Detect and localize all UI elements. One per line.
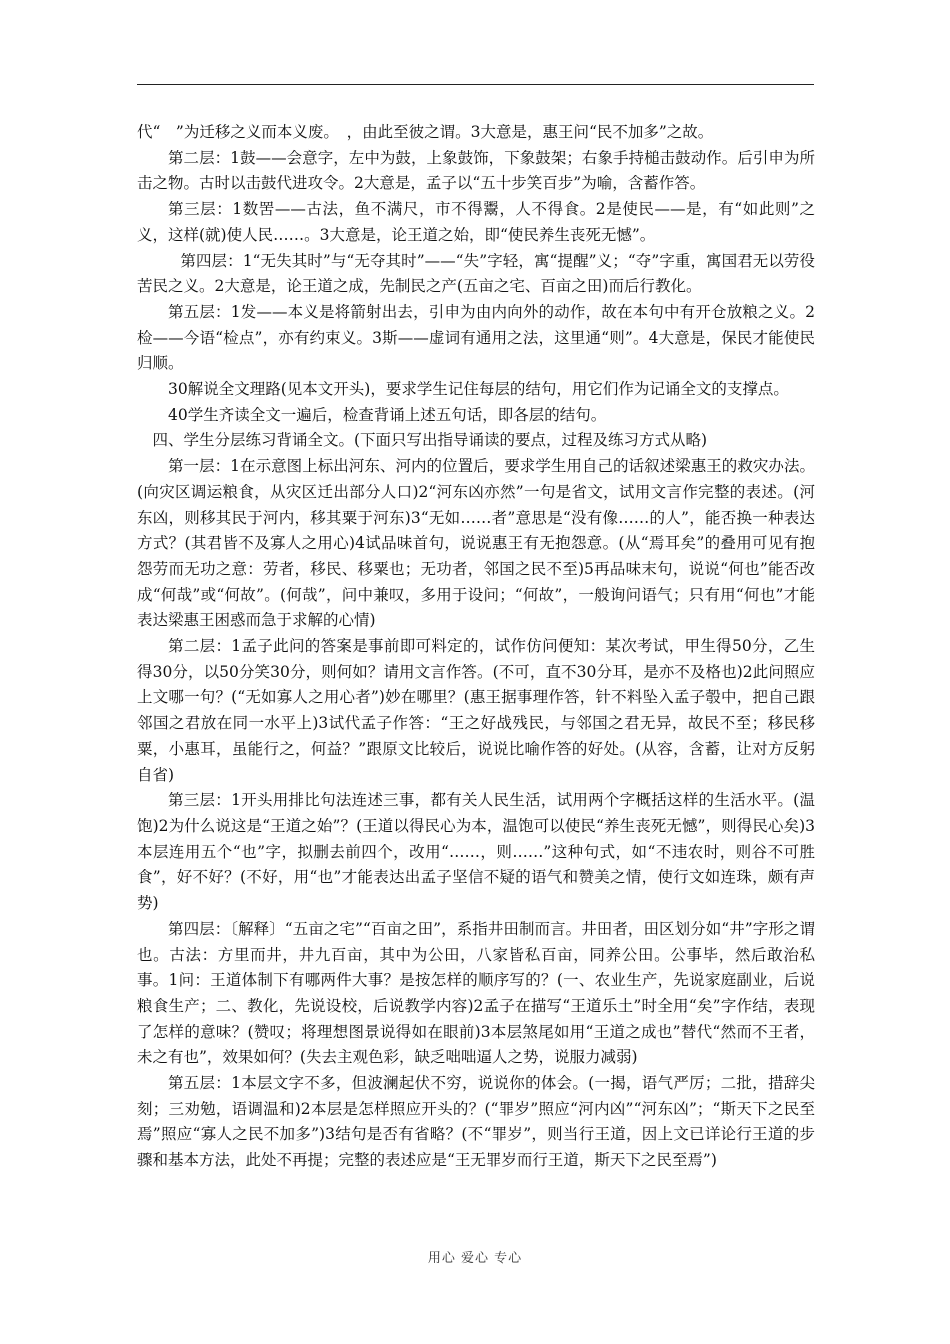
paragraph-continuation: 代“ ”为迁移之义而本义废。 ，由此至彼之谓。3大意是，惠王问“民不加多”之故。: [137, 123, 714, 141]
paragraph-step-3: 30解说全文理路(见本文开头)，要求学生记住每层的结句，用它们作为记诵全文的支撑点。: [168, 380, 789, 399]
page-footer: 用心 爱心 专心: [427, 1251, 523, 1266]
paragraph-layer-5-notes: 第五层：1发——本义是将箭射出去，引申为由内向外的动作，故在本句中有开仓放粮之义。2检——今语“检点”，亦有约束义。3斯——虚词有通用之法，这里通“则”。4大意是，保民才能使民归顺。: [137, 302, 815, 373]
paragraph-practice-layer-3: 第三层：1开头用排比句法连述三事，都有关人民生活，试用两个字概括这样的生活水平。(温饱)2为什么说这是“王道之始”？(王道以得民心为本，温饱可以使民“养生丧死无憾”，则得民心矣)3本层连用五个“也”字，拟删去前四个，改用“……，则……”这种句式，如“不违农时，则谷不可胜食”，好不好？(不好，用“也”才能表达出孟子坚信不疑的语气和赞美之情，使行文如连珠，颇有声势): [137, 791, 815, 913]
section-heading-4: 四、学生分层练习背诵全文。(下面只写出指导诵读的要点，过程及练习方式从略): [152, 431, 708, 450]
paragraph-layer-2-notes: 第二层：1鼓——会意字，左中为鼓，上象鼓饰，下象鼓架；右象手持槌击鼓动作。后引申为所击之物。古时以击鼓代进攻令。2大意是，孟子以“五十步笑百步”为喻，含蓄作答。: [137, 148, 815, 193]
paragraph-layer-3-notes: 第三层：1数罟——古法，鱼不满尺，市不得鬻，人不得食。2是使民——是，有“如此则”之义，这样(就)使人民……。3大意是，论王道之始，即“使民养生丧死无憾”。: [137, 200, 815, 244]
paragraph-practice-layer-1: 第一层：1在示意图上标出河东、河内的位置后，要求学生用自己的话叙述梁惠王的救灾办法。(向灾区调运粮食，从灾区迁出部分人口)2“河东凶亦然”一句是省文，试用文言作完整的表述。(河东凶，则移其民于河内，移其粟于河东)3“无如……者”意思是“没有像……的人”，能否换一种表达方式？(其君皆不及寡人之用心)4试品味首句，说说惠王有无抱怨意。(从“焉耳矣”的叠用可见有抱怨劳而无功之意：劳者，移民、移粟也；无功者，邻国之民不至)5再品味末句，说说“何也”能否改成“何哉”或“何故”。(何哉”，问中兼叹，多用于设问；“何故”，一般询问语气；只有用“何也”才能表达梁惠王困惑而急于求解的心情): [137, 457, 815, 630]
paragraph-step-4: 40学生齐读全文一遍后，检查背诵上述五句话，即各层的结句。: [168, 405, 607, 424]
paragraph-practice-layer-2: 第二层：1孟子此问的答案是事前即可料定的，试作仿问便知：某次考试，甲生得50分，乙生得30分，以50分笑30分，则何如？请用文言作答。(不可，直不30分耳，是亦不及格也)2此问照应上文哪一句？(“无如寡人之用心者”)妙在哪里？(惠王据事理作答，针不料坠入孟子彀中，把自己跟邻国之君放在同一水平上)3试代孟子作答：“王之好战残民，与邻国之君无异，故民不至；移民移粟，小惠耳，虽能行之，何益？”跟原文比较后，说说比喻作答的好处。(从容，含蓄，让对方反躬自省): [137, 637, 815, 784]
paragraph-practice-layer-5: 第五层：1本层文字不多，但波澜起伏不穷，说说你的体会。(一揭，语气严厉；二批，措辞尖刻；三劝勉，语调温和)2本层是怎样照应开头的？(“罪岁”照应“河内凶”“河东凶”；“斯天下之民至焉”照应“寡人之民不加多”)3结句是否有省略？(不“罪岁”，则当行王道，因上文已详论行王道的步骤和基本方法，此处不再提；完整的表述应是“王无罪岁而行王道，斯天下之民至焉”): [137, 1074, 815, 1170]
paragraph-layer-4-notes: 第四层：1“无失其时”与“无夺其时”——“失”字轻，寓“提醒”义；“夺”字重，寓国君无以劳役苦民之义。2大意是，论王道之成，先制民之产(五亩之宅、百亩之田)而后行教化。: [137, 251, 815, 296]
header-rule: [137, 84, 814, 85]
document-body: [137, 120, 815, 1174]
paragraph-practice-layer-4: 第四层：〔解释〕“五亩之宅”“百亩之田”，系指井田制而言。井田者，田区划分如“井”字形之谓也。古法：方里而井，井九百亩，其中为公田，八家皆私百亩，同养公田。公事毕，然后敢治私事。1问：王道体制下有哪两件大事？是按怎样的顺序写的？(一、农业生产，先说家庭副业，后说粮食生产；二、教化，先说设校，后说教学内容)2孟子在描写“王道乐土”时全用“矣”字作结，表现了怎样的意味？(赞叹；将理想图景说得如在眼前)3本层煞尾如用“王道之成也”替代“然而不王者，未之有也”，效果如何？(失去主观色彩，缺乏咄咄逼人之势，说服力减弱): [137, 919, 815, 1067]
